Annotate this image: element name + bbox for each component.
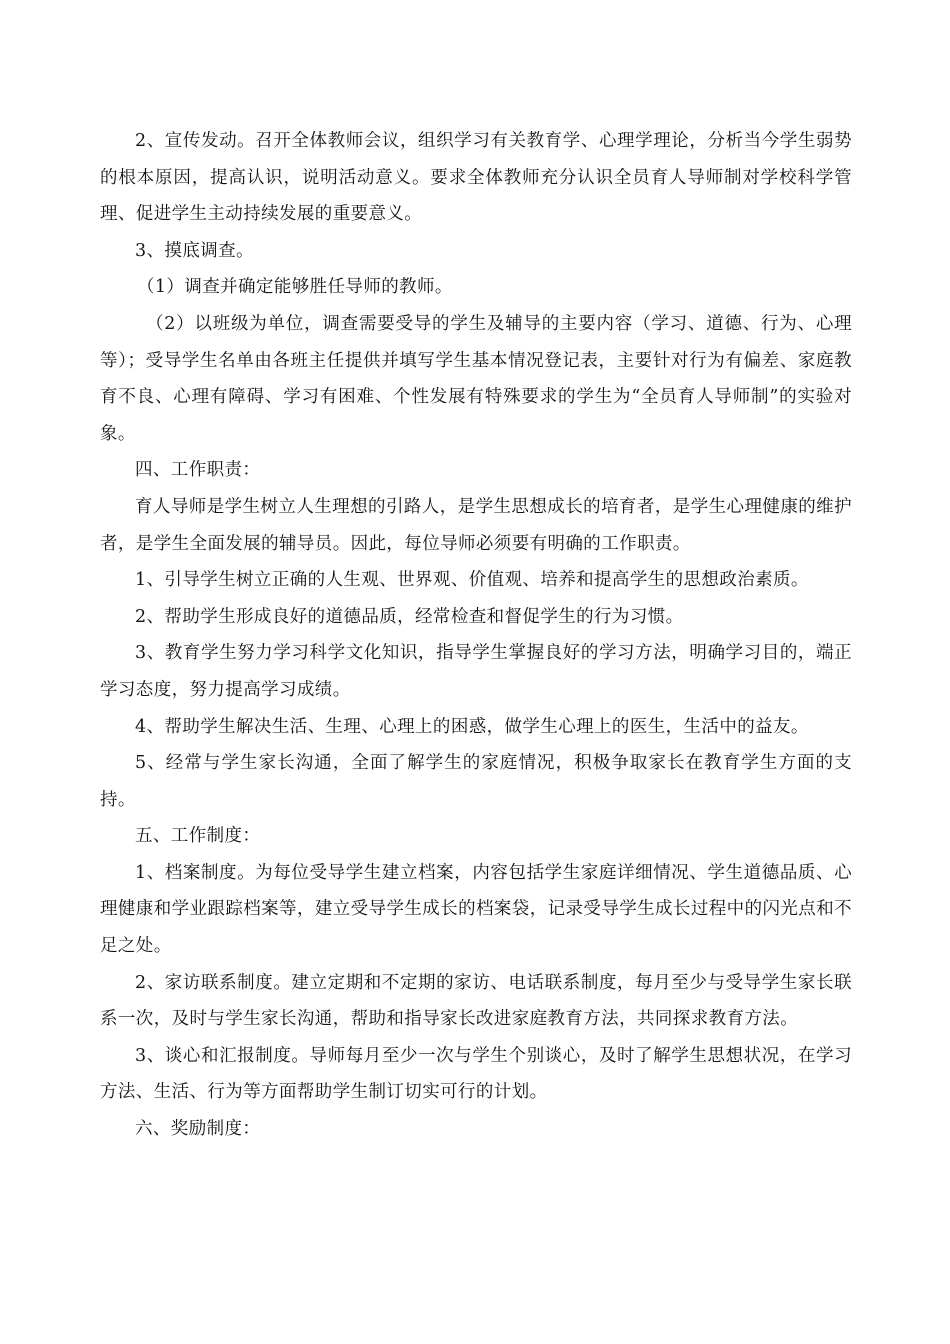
paragraph-duty-5: 5、经常与学生家长沟通，全面了解学生的家庭情况，积极争取家长在教育学生方面的支持。: [100, 753, 852, 810]
paragraph-duty-3: 3、教育学生努力学习科学文化知识，指导学生掌握良好的学习方法，明确学习目的，端正学习态度，努力提高学习成绩。: [100, 643, 852, 700]
section-heading-rewards: 六、奖励制度：: [135, 1119, 261, 1140]
document-body: [100, 123, 852, 1148]
paragraph-duty-2: 2、帮助学生形成良好的道德品质，经常检查和督促学生的行为习惯。: [135, 606, 684, 627]
paragraph-system-3: 3、谈心和汇报制度。导师每月至少一次与学生个别谈心，及时了解学生思想状况，在学习方法、生活、行为等方面帮助学生制订切实可行的计划。: [100, 1045, 852, 1103]
paragraph-system-2: 2、家访联系制度。建立定期和不定期的家访、电话联系制度，每月至少与受导学生家长联系一次，及时与学生家长沟通，帮助和指导家长改进家庭教育方法，共同探求教育方法。: [100, 972, 852, 1030]
paragraph-duty-1: 1、引导学生树立正确的人生观、世界观、价值观、培养和提高学生的思想政治素质。: [135, 570, 809, 591]
paragraph-publicity: 2、宣传发动。召开全体教师会议，组织学习有关教育学、心理学理论，分析当今学生弱势的根本原因，提高认识，说明活动意义。要求全体教师充分认识全员育人导师制对学校科学管理、促进学生主动持续发展的重要意义。: [100, 131, 852, 225]
paragraph-system-1: 1、档案制度。为每位受导学生建立档案，内容包括学生家庭详细情况、学生道德品质、心理健康和学业跟踪档案等，建立受导学生成长的档案袋，记录受导学生成长过程中的闪光点和不足之处。: [100, 862, 852, 957]
section-heading-duties: 四、工作职责：: [135, 460, 261, 481]
paragraph-survey-item-2: （2）以班级为单位，调查需要受导的学生及辅导的主要内容（学习、道德、行为、心理等）；受导学生名单由各班主任提供并填写学生基本情况登记表，主要针对行为有偏差、家庭教育不良、心理有障碍、学习有困难、个性发展有特殊要求的学生为“全员育人导师制”的实验对象。: [100, 313, 852, 444]
paragraph-duties-intro: 育人导师是学生树立人生理想的引路人，是学生思想成长的培育者，是学生心理健康的维护者，是学生全面发展的辅导员。因此，每位导师必须要有明确的工作职责。: [100, 496, 852, 554]
paragraph-survey-heading: 3、摸底调查。: [135, 240, 254, 261]
paragraph-duty-4: 4、帮助学生解决生活、生理、心理上的困惑，做学生心理上的医生，生活中的益友。: [135, 716, 809, 737]
section-heading-system: 五、工作制度：: [135, 826, 261, 847]
paragraph-survey-item-1: （1）调查并确定能够胜任导师的教师。: [137, 277, 453, 298]
